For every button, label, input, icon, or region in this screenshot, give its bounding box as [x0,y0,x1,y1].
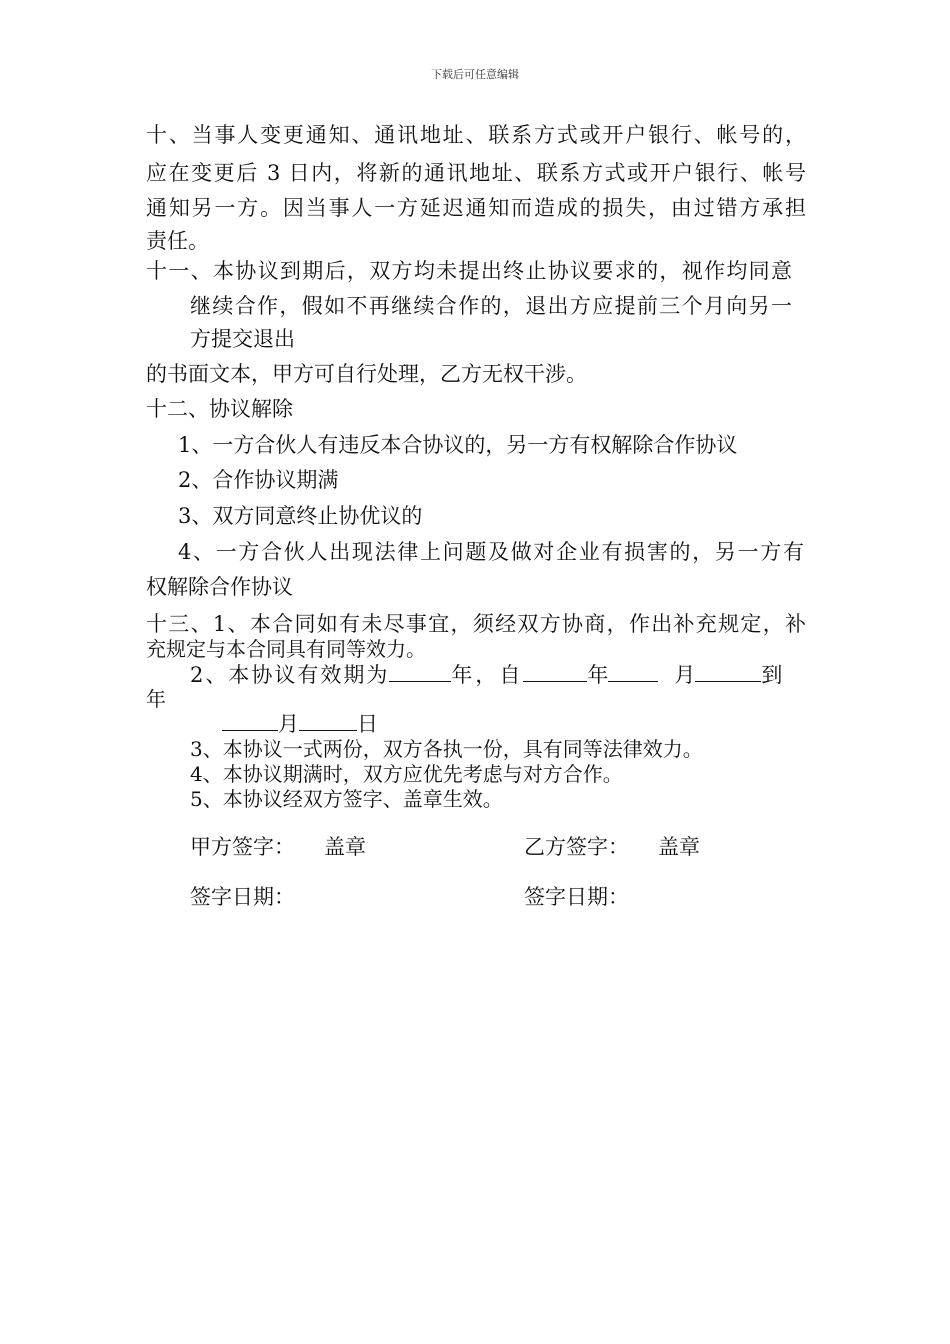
clause-12-item-3: 3、双方同意终止协优议的 [178,504,423,528]
start-year-blank[interactable] [523,661,587,682]
party-b-date-label: 签字日期： [524,885,629,909]
clause-11-line-2: 继续合作，假如不再继续合作的，退出方应提前三个月向另一 [190,294,792,318]
clause-10-line-2: 应在变更后 3 日内，将新的通讯地址、联系方式或开户银行、帐号 [146,161,806,185]
item-2-to: 到 [761,663,783,687]
party-b-seal-label: 盖章 [658,835,700,859]
clause-12-item-2: 2、合作协议期满 [178,468,339,492]
item-2-year: 年 [587,663,609,687]
item-2-year-from: 年，自 [451,663,524,687]
clause-13-line-1: 十三、1、本合同如有未尽事宜，须经双方协商，作出补充规定，补 [146,612,806,636]
clause-12-item-4-line-1: 4、一方合伙人出现法律上问题及做对企业有损害的，另一方有 [178,540,804,564]
term-years-blank[interactable] [389,661,451,682]
party-b-sign-label: 乙方签字： [524,835,629,859]
clause-13-item-5: 5、本协议经双方签字、盖章生效。 [190,787,503,811]
item-2-month-2: 月 [278,712,299,736]
clause-12-item-4-line-2: 权解除合作协议 [146,575,293,599]
start-month-blank[interactable] [608,661,658,682]
clause-10-line-1: 十、当事人变更通知、通讯地址、联系方式或开户银行、帐号的， [146,123,806,147]
header-note: 下载后可任意编辑 [431,68,519,81]
start-day-blank[interactable] [695,661,761,682]
clause-13-item-4: 4、本协议期满时，双方应优先考虑与对方合作。 [190,762,623,786]
clause-12-title: 十二、协议解除 [146,397,293,421]
clause-12-item-1: 1、一方合伙人有违反本合协议的，另一方有权解除合作协议 [178,433,738,457]
clause-10-line-4: 责任。 [146,229,209,253]
clause-13-item-2-end [222,710,378,737]
clause-11-line-3: 方提交退出 [190,327,295,351]
clause-10-line-3: 通知另一方。因当事人一方延迟通知而造成的损失，由过错方承担 [146,196,806,220]
party-a-seal-label: 盖章 [324,835,366,859]
end-month-blank[interactable] [222,710,278,731]
party-a-sign-label: 甲方签字： [190,835,295,859]
item-2-month: 月 [674,663,696,687]
item-2-prefix: 2、本协议有效期为 [190,663,390,687]
clause-11-line-4: 的书面文本，甲方可自行处理，乙方无权干涉。 [146,362,587,386]
party-a-date-label: 签字日期： [190,885,295,909]
clause-13-item-2-wrap: 年 [146,687,166,711]
clause-13-item-2 [190,661,806,688]
item-2-day: 日 [357,712,378,736]
clause-13-line-2: 充规定与本合同具有同等效力。 [146,637,426,661]
clause-11-line-1: 十一、本协议到期后，双方均未提出终止协议要求的，视作均同意 [146,259,792,283]
clause-13-item-3: 3、本协议一式两份，双方各执一份，具有同等法律效力。 [190,737,703,761]
end-day-blank[interactable] [299,710,357,731]
